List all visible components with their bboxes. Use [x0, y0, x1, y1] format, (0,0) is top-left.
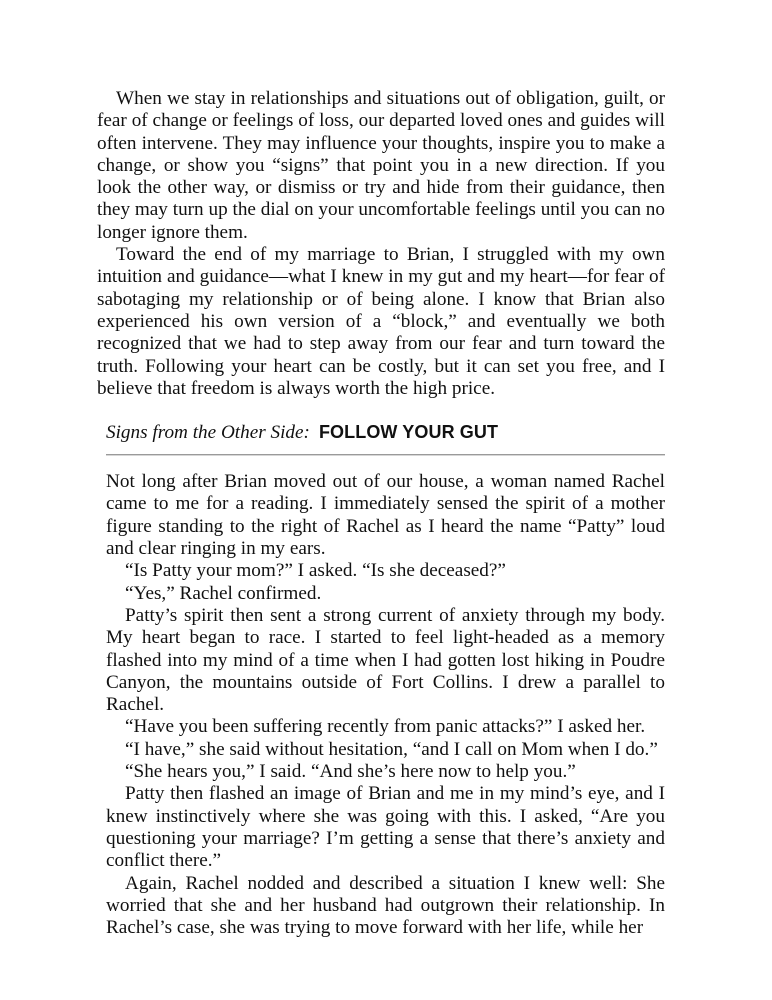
- section-divider: [106, 454, 665, 455]
- story-paragraph-8: Patty then flashed an image of Brian and me in my mind’s eye, and I knew instinctively where she was going with this. I asked, “Are you questioning your marriage? I’m getting a sense that there’s anxiety and conflict there.”: [106, 783, 665, 872]
- story-paragraph-4: Patty’s spirit then sent a strong current of anxiety through my body. My heart began to race. I started to feel light-headed as a memory flashed into my mind of a time when I had gotten lost hiking in Poudre Canyon, the mountains outside of Fort Collins. I drew a parallel to Rachel.: [106, 604, 665, 716]
- section-heading: [97, 422, 665, 448]
- story-paragraph-1: Not long after Brian moved out of our house, a woman named Rachel came to me for a reading. I immediately sensed the spirit of a mother figure standing to the right of Rachel as I heard the name “Patty” loud and clear ringing in my ears.: [106, 471, 665, 560]
- intro-paragraph-2: Toward the end of my marriage to Brian, I struggled with my own intuition and guidance—what I knew in my gut and my heart—for fear of sabotaging my relationship or of being alone. I know that Brian also experienced his own version of a “block,” and eventually we both recognized that we had to step away from our fear and turn toward the truth. Following your heart can be costly, but it can set you free, and I believe that freedom is always worth the high price.: [97, 244, 665, 399]
- section-label: Signs from the Other Side:: [106, 422, 310, 444]
- story-paragraph-5: “Have you been suffering recently from panic attacks?” I asked her.: [125, 716, 646, 738]
- story-paragraph-6: “I have,” she said without hesitation, “and I call on Mom when I do.”: [125, 738, 658, 760]
- story-paragraph-2: “Is Patty your mom?” I asked. “Is she deceased?”: [125, 560, 506, 582]
- intro-paragraph-1: When we stay in relationships and situations out of obligation, guilt, or fear of change or feelings of loss, our departed loved ones and guides will often intervene. They may influence your thoughts, inspire you to make a change, or show you “signs” that point you in a new direction. If you look the other way, or dismiss or try and hide from their guidance, then they may turn up the dial on your uncomfortable feelings until you can no longer ignore them.: [97, 88, 665, 243]
- story-paragraph-3: “Yes,” Rachel confirmed.: [125, 582, 322, 604]
- section-title: FOLLOW YOUR GUT: [318, 422, 499, 443]
- story-paragraph-7: “She hears you,” I said. “And she’s here now to help you.”: [125, 761, 576, 783]
- story-body: [97, 471, 665, 939]
- book-page: [97, 88, 665, 939]
- story-paragraph-9: Again, Rachel nodded and described a situation I knew well: She worried that she and her husband had outgrown their relationship. In Rachel’s case, she was trying to move forward with her life, while her: [106, 872, 665, 939]
